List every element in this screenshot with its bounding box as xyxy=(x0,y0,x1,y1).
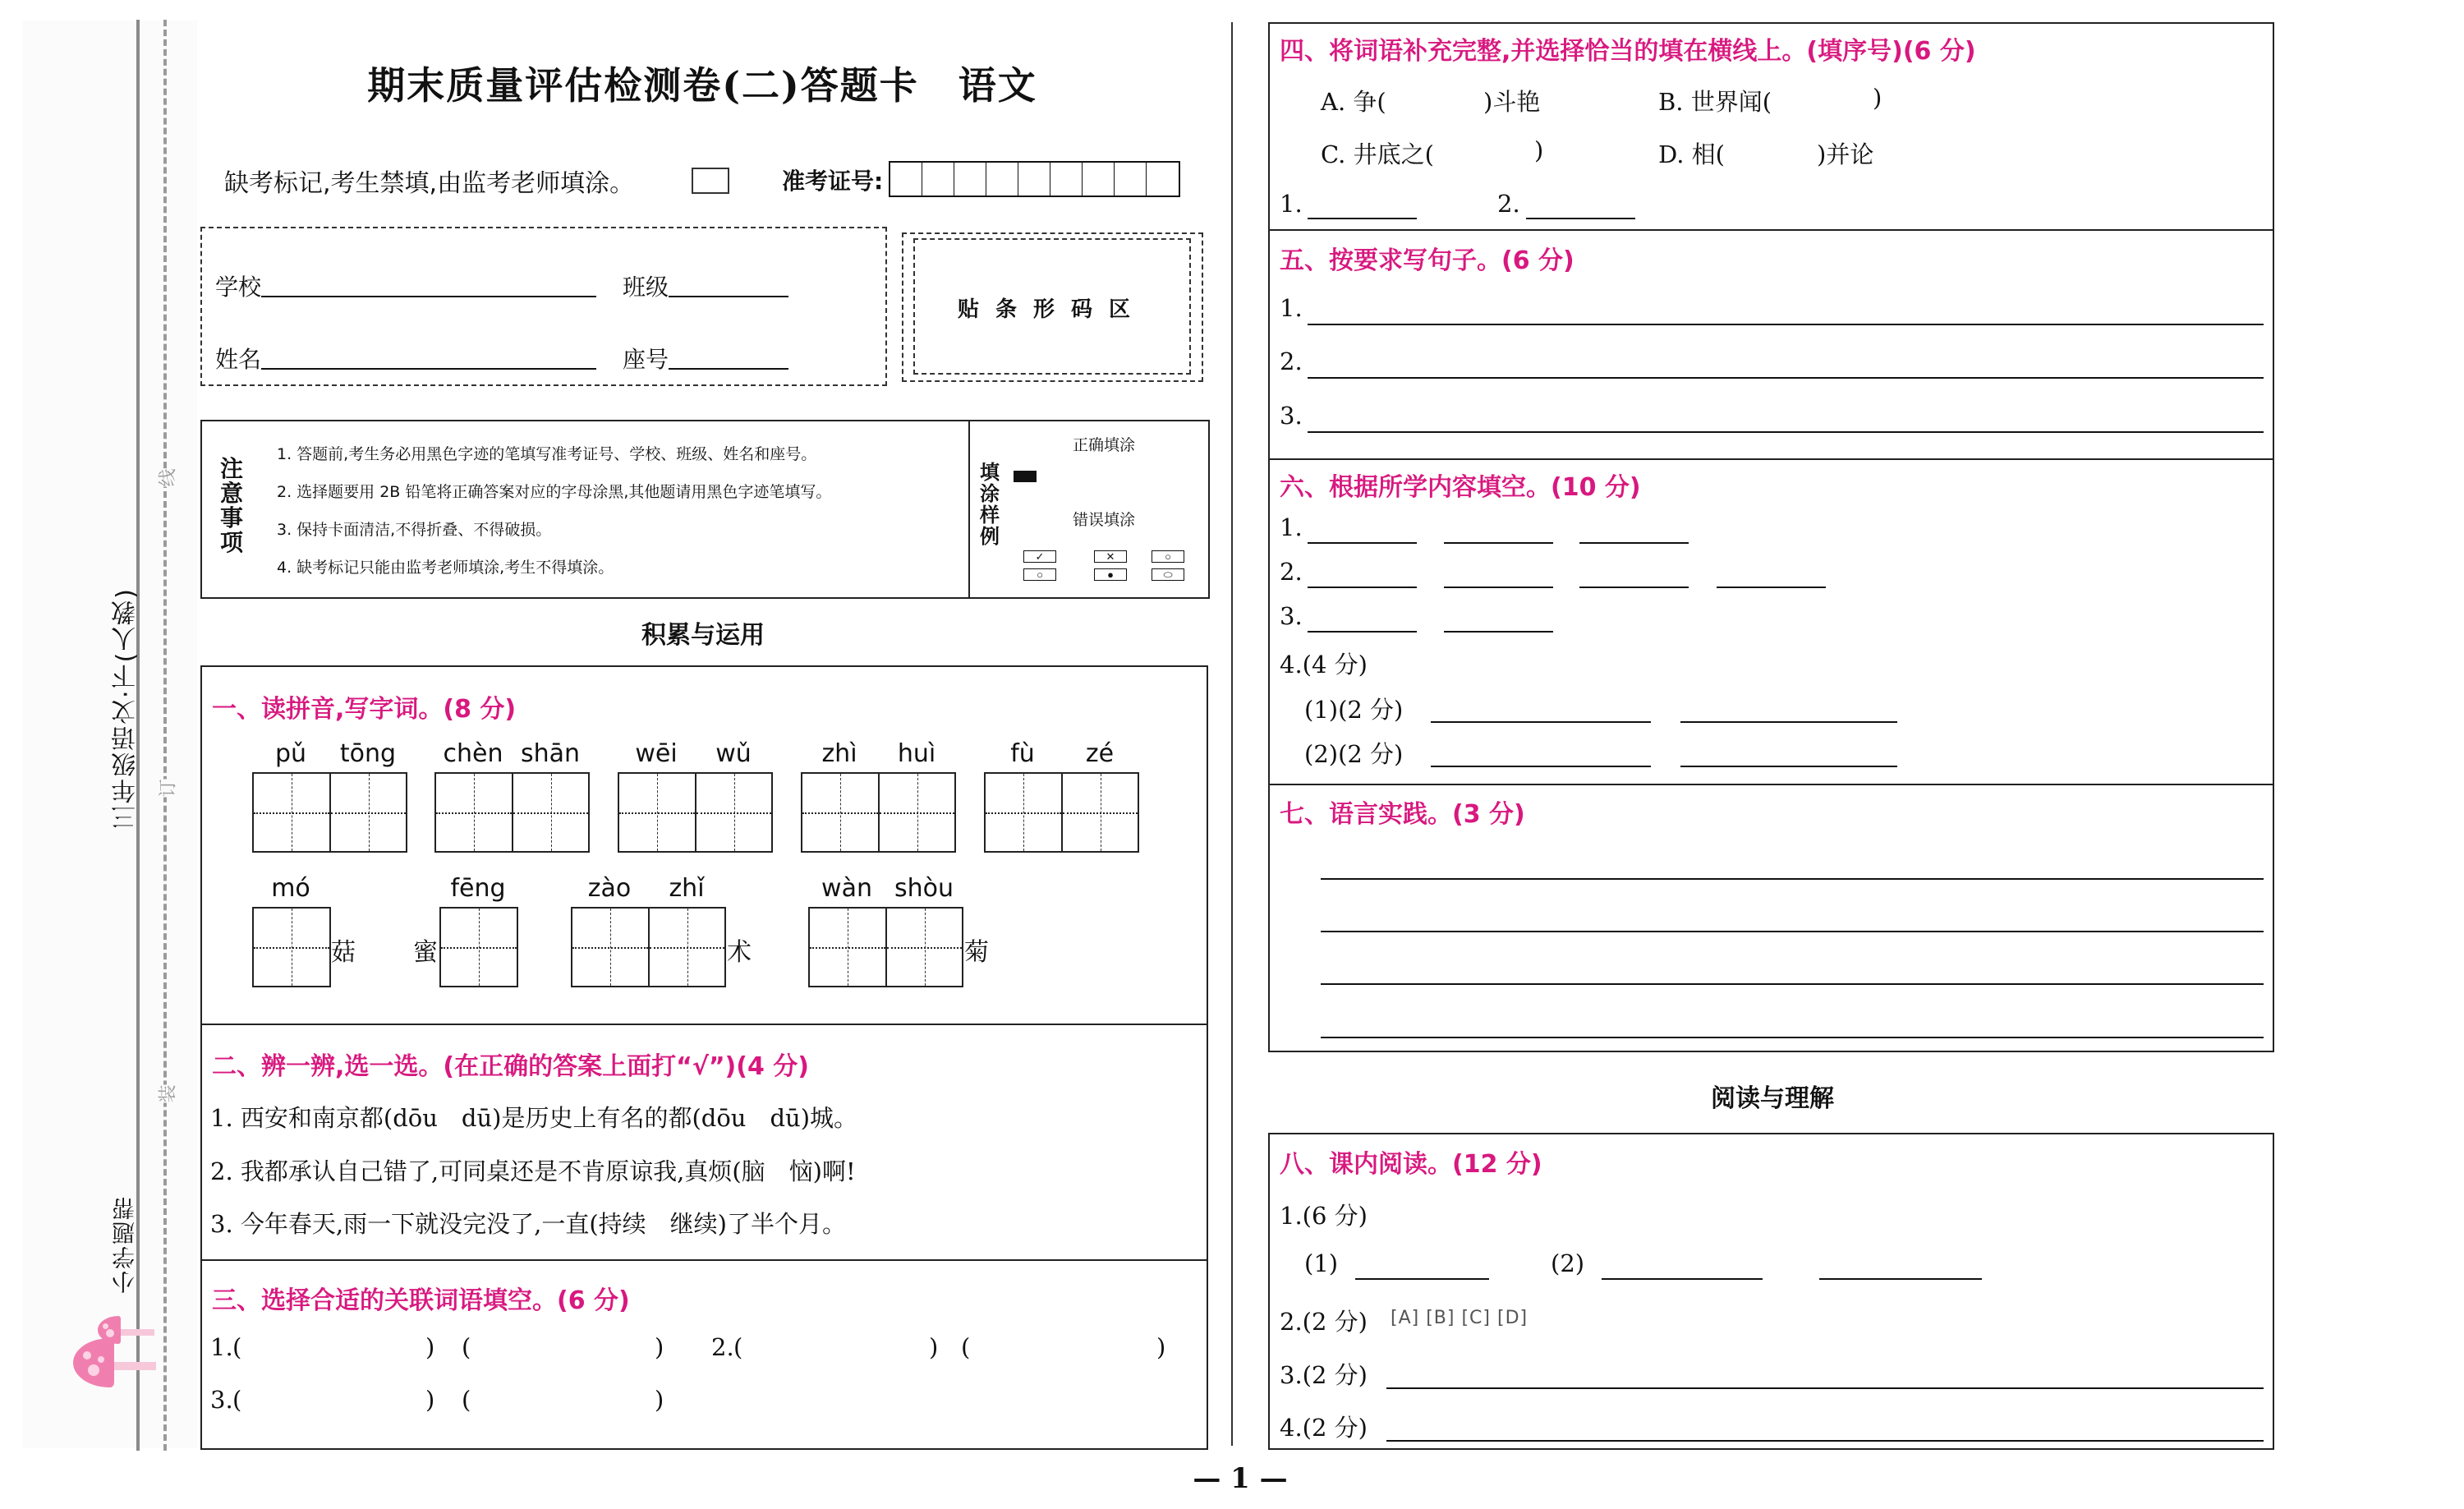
paren: ) xyxy=(655,1386,664,1414)
pinyin: zhì xyxy=(821,739,857,768)
exam-id-cell[interactable] xyxy=(986,163,1018,196)
given-char: 术 xyxy=(727,938,752,967)
page-divider xyxy=(1231,22,1233,1446)
q5-line-label: 2. xyxy=(1280,347,1303,375)
wrong-fill-circle-icon: ○ xyxy=(1152,550,1184,563)
q6-sub-blank[interactable] xyxy=(1431,766,1651,767)
wrong-fill-oval-icon: ○ xyxy=(1023,568,1056,581)
q4-option-a-tail: )斗艳 xyxy=(1483,88,1541,116)
q6-blank[interactable] xyxy=(1717,587,1826,588)
q3-title: 三、选择合适的关联词语填空。(6 分) xyxy=(212,1286,630,1315)
q4-option-d-tail: )并论 xyxy=(1817,140,1874,168)
pinyin: fēng xyxy=(450,874,506,903)
fill-example-heading: 填涂样例 xyxy=(980,461,1000,548)
q3-blank[interactable] xyxy=(472,1383,655,1416)
q8-sub-blank[interactable] xyxy=(1602,1278,1763,1280)
q4-blank-b[interactable] xyxy=(1778,81,1869,113)
section-divider xyxy=(1268,784,2274,785)
paren: ) xyxy=(425,1333,435,1361)
exam-id-cell[interactable] xyxy=(1018,163,1050,196)
q1-word-8 xyxy=(571,874,726,987)
q3-label: 1. xyxy=(210,1333,233,1361)
q4-blank-c[interactable] xyxy=(1441,133,1532,166)
exam-id-cell[interactable] xyxy=(1083,163,1115,196)
mushroom-logo-icon xyxy=(66,1314,164,1413)
q6-item-label: 1. xyxy=(1280,513,1303,541)
student-info-box xyxy=(200,227,887,386)
right-answer-box-bottom xyxy=(1268,1133,2274,1450)
exam-id-cell[interactable] xyxy=(922,163,954,196)
q6-blank[interactable] xyxy=(1308,631,1417,633)
q4-blank-label: 1. xyxy=(1280,190,1303,218)
cut-mark-xian: 线 xyxy=(154,468,180,486)
q4-blank-a[interactable] xyxy=(1400,81,1483,113)
q2-item[interactable]: 3. 今年春天,雨一下就没完没了,一直(持续 继续)了半个月。 xyxy=(210,1210,846,1238)
section-divider xyxy=(1268,458,2274,460)
exam-id-cell[interactable] xyxy=(890,163,922,196)
q1-word-9 xyxy=(808,874,963,987)
q7-answer-line[interactable] xyxy=(1321,931,2264,932)
exam-id-input[interactable] xyxy=(889,161,1180,197)
pinyin: shòu xyxy=(894,874,954,903)
exam-id-cell[interactable] xyxy=(1115,163,1147,196)
notes-divider xyxy=(968,420,970,597)
grade-label: 三年级语文·下(人教) xyxy=(112,587,140,830)
q5-line-label: 3. xyxy=(1280,402,1303,430)
q4-blank-label: 2. xyxy=(1497,190,1520,218)
q8-sub-label: (1) xyxy=(1304,1249,1339,1277)
note-item: 1. 答题前,考生务必用黑色字迹的笔填写准考证号、学校、班级、姓名和座号。 xyxy=(277,445,817,463)
given-char: 菊 xyxy=(964,938,989,967)
part-title-accumulation: 积累与运用 xyxy=(641,621,765,650)
q8-sub-label: (2) xyxy=(1551,1249,1585,1277)
q6-item-label: 3. xyxy=(1280,602,1303,630)
q6-sub-blank[interactable] xyxy=(1680,766,1897,767)
writing-grid[interactable] xyxy=(252,907,331,987)
writing-grid[interactable] xyxy=(984,772,1139,853)
q6-sub-label: (1)(2 分) xyxy=(1304,696,1404,724)
q6-blank[interactable] xyxy=(1308,542,1417,544)
q1-word-2 xyxy=(434,739,590,853)
correct-fill-label: 正确填涂 xyxy=(1073,436,1136,454)
q3-blank[interactable] xyxy=(972,1331,1154,1364)
exam-id-cell[interactable] xyxy=(1147,163,1179,196)
q1-title: 一、读拼音,写字词。(8 分) xyxy=(212,695,517,724)
writing-grid[interactable] xyxy=(252,772,407,853)
q2-item[interactable]: 2. 我都承认自己错了,可同桌还是不肯原谅我,真烦(脑 恼)啊! xyxy=(210,1157,856,1185)
pinyin: fù xyxy=(1010,739,1035,768)
cut-mark-zhuang: 装 xyxy=(154,1084,180,1102)
q8-choice-bubbles[interactable]: [A] [B] [C] [D] xyxy=(1391,1308,1529,1328)
class-label: 班级 xyxy=(623,274,669,301)
q8-answer-line[interactable] xyxy=(1386,1440,2264,1442)
pinyin: huì xyxy=(897,739,936,768)
school-field[interactable] xyxy=(261,296,596,297)
q6-blank[interactable] xyxy=(1579,587,1689,588)
paren: ) xyxy=(425,1386,435,1414)
school-label: 学校 xyxy=(215,274,262,301)
paren: ( xyxy=(961,1333,971,1361)
q4-option-b: B. 世界闻( xyxy=(1658,88,1772,116)
note-item: 2. 选择题要用 2B 铅笔将正确答案对应的字母涂黑,其他题请用黑色字迹笔填写。 xyxy=(277,483,832,501)
note-item: 4. 缺考标记只能由监考老师填涂,考生不得填涂。 xyxy=(277,559,614,577)
q7-answer-line[interactable] xyxy=(1321,1037,2264,1038)
q6-sub-label: (2)(2 分) xyxy=(1304,740,1404,768)
wrong-fill-dot-icon: ● xyxy=(1094,568,1127,581)
right-answer-box-top xyxy=(1268,22,2274,1052)
q1-word-7 xyxy=(439,874,518,987)
q1-word-3 xyxy=(618,739,773,853)
wrong-fill-check-icon: ✓ xyxy=(1023,550,1056,563)
q2-title: 二、辨一辨,选一选。(在正确的答案上面打“√”)(4 分) xyxy=(212,1052,810,1081)
paren: ( xyxy=(232,1333,242,1361)
writing-grid[interactable] xyxy=(571,907,726,987)
q5-answer-line[interactable] xyxy=(1308,431,2264,433)
pinyin: shān xyxy=(520,739,581,768)
q4-option-a: A. 争( xyxy=(1321,88,1386,116)
pinyin: wǔ xyxy=(715,739,752,768)
pinyin: zé xyxy=(1085,739,1115,768)
paren: ) xyxy=(1156,1333,1166,1361)
given-char: 菇 xyxy=(331,938,356,967)
q3-blank[interactable] xyxy=(243,1383,425,1416)
q1-word-4 xyxy=(801,739,956,853)
q4-answer-1[interactable] xyxy=(1308,218,1417,219)
seat-label: 座号 xyxy=(623,346,669,373)
writing-grid[interactable] xyxy=(434,772,590,853)
barcode-label: 贴条形码区 xyxy=(957,297,1147,322)
q7-answer-line[interactable] xyxy=(1321,983,2264,985)
paren: ) xyxy=(655,1333,664,1361)
q6-blank[interactable] xyxy=(1308,587,1417,588)
q5-line-label: 1. xyxy=(1280,294,1303,322)
section-divider xyxy=(1268,229,2274,231)
q6-item-label: 4.(4 分) xyxy=(1280,651,1368,679)
q6-blank[interactable] xyxy=(1444,587,1553,588)
name-label: 姓名 xyxy=(215,346,262,373)
pinyin: wēi xyxy=(635,739,678,768)
note-item: 3. 保持卡面清洁,不得折叠、不得破损。 xyxy=(277,521,552,539)
pinyin: wàn xyxy=(821,874,872,903)
paren: ( xyxy=(232,1386,242,1414)
exam-id-label: 准考证号: xyxy=(782,168,884,195)
q8-title: 八、课内阅读。(12 分) xyxy=(1280,1150,1542,1179)
q6-blank[interactable] xyxy=(1579,542,1689,544)
q4-option-c-tail: ) xyxy=(1534,136,1544,164)
q8-item-label: 4.(2 分) xyxy=(1280,1414,1368,1442)
given-char: 蜜 xyxy=(413,938,438,967)
wrong-fill-label: 错误填涂 xyxy=(1073,511,1136,529)
q3-blank[interactable] xyxy=(472,1331,655,1364)
writing-grid[interactable] xyxy=(618,772,773,853)
notes-heading: 注意事项 xyxy=(220,455,244,556)
q8-answer-line[interactable] xyxy=(1386,1387,2264,1389)
q3-blank[interactable] xyxy=(744,1331,926,1364)
writing-grid[interactable] xyxy=(439,907,518,987)
q4-option-b-tail: ) xyxy=(1873,84,1882,112)
q8-sub-blank[interactable] xyxy=(1819,1278,1982,1280)
pinyin: pǔ xyxy=(274,739,307,768)
page-title: 期末质量评估检测卷(二)答题卡 语文 xyxy=(367,63,1037,108)
q8-item-label: 1.(6 分) xyxy=(1280,1202,1368,1230)
q2-item[interactable]: 1. 西安和南京都(dōu dū)是历史上有名的都(dōu dū)城。 xyxy=(210,1104,858,1132)
paren: ) xyxy=(929,1333,939,1361)
wrong-fill-wide-oval-icon: ⬭ xyxy=(1152,568,1184,581)
q8-item-label: 2.(2 分) xyxy=(1280,1308,1368,1336)
exam-id-cell[interactable] xyxy=(954,163,986,196)
q4-title: 四、将词语补充完整,并选择恰当的填在横线上。(填序号)(6 分) xyxy=(1280,37,1976,66)
q5-answer-line[interactable] xyxy=(1308,324,2264,325)
q3-blank[interactable] xyxy=(243,1331,425,1364)
q5-title: 五、按要求写句子。(6 分) xyxy=(1280,246,1574,275)
cut-line xyxy=(163,20,167,1451)
q8-sub-blank[interactable] xyxy=(1355,1278,1489,1280)
q6-sub-blank[interactable] xyxy=(1431,721,1651,723)
q3-label: 3. xyxy=(210,1386,233,1414)
wrong-fill-cross-icon: ✕ xyxy=(1094,550,1127,563)
exam-id-cell[interactable] xyxy=(1050,163,1083,196)
q4-option-d: D. 相( xyxy=(1658,140,1725,168)
q8-item-label: 3.(2 分) xyxy=(1280,1361,1368,1389)
q4-option-c: C. 井底之( xyxy=(1321,140,1434,168)
writing-grid[interactable] xyxy=(801,772,956,853)
q6-title: 六、根据所学内容填空。(10 分) xyxy=(1280,473,1641,502)
q7-title: 七、语言实践。(3 分) xyxy=(1280,800,1525,829)
q3-label: 2. xyxy=(711,1333,734,1361)
q5-answer-line[interactable] xyxy=(1308,377,2264,379)
cut-mark-ding: 订 xyxy=(154,779,180,797)
part-title-reading: 阅读与理解 xyxy=(1711,1084,1834,1113)
q4-blank-d[interactable] xyxy=(1725,133,1815,166)
pinyin: zhǐ xyxy=(669,874,705,903)
pinyin: mó xyxy=(271,874,310,903)
q6-item-label: 2. xyxy=(1280,558,1303,586)
seat-field[interactable] xyxy=(669,368,788,370)
q1-word-1 xyxy=(252,739,407,853)
q1-word-5 xyxy=(984,739,1139,853)
paren: ( xyxy=(462,1386,471,1414)
brand-label: 小学题帮 xyxy=(111,1195,138,1294)
writing-grid[interactable] xyxy=(808,907,963,987)
section-divider xyxy=(200,1259,1208,1261)
absent-note: 缺考标记,考生禁填,由监考老师填涂。 xyxy=(224,169,635,198)
pinyin: zào xyxy=(587,874,632,903)
section-divider xyxy=(200,1024,1208,1025)
pinyin: tōng xyxy=(339,739,397,768)
q6-blank[interactable] xyxy=(1444,542,1553,544)
absent-checkbox[interactable] xyxy=(692,168,729,194)
pinyin: chèn xyxy=(443,739,503,768)
page-number: — 1 — xyxy=(1193,1462,1288,1495)
q7-answer-line[interactable] xyxy=(1321,878,2264,880)
class-field[interactable] xyxy=(669,296,788,297)
paren: ( xyxy=(733,1333,743,1361)
paren: ( xyxy=(462,1333,471,1361)
name-field[interactable] xyxy=(261,368,596,370)
correct-fill-example xyxy=(1014,471,1037,482)
q6-blank[interactable] xyxy=(1444,631,1553,633)
q4-answer-2[interactable] xyxy=(1526,218,1635,219)
q1-word-6 xyxy=(252,874,331,987)
q6-sub-blank[interactable] xyxy=(1680,721,1897,723)
